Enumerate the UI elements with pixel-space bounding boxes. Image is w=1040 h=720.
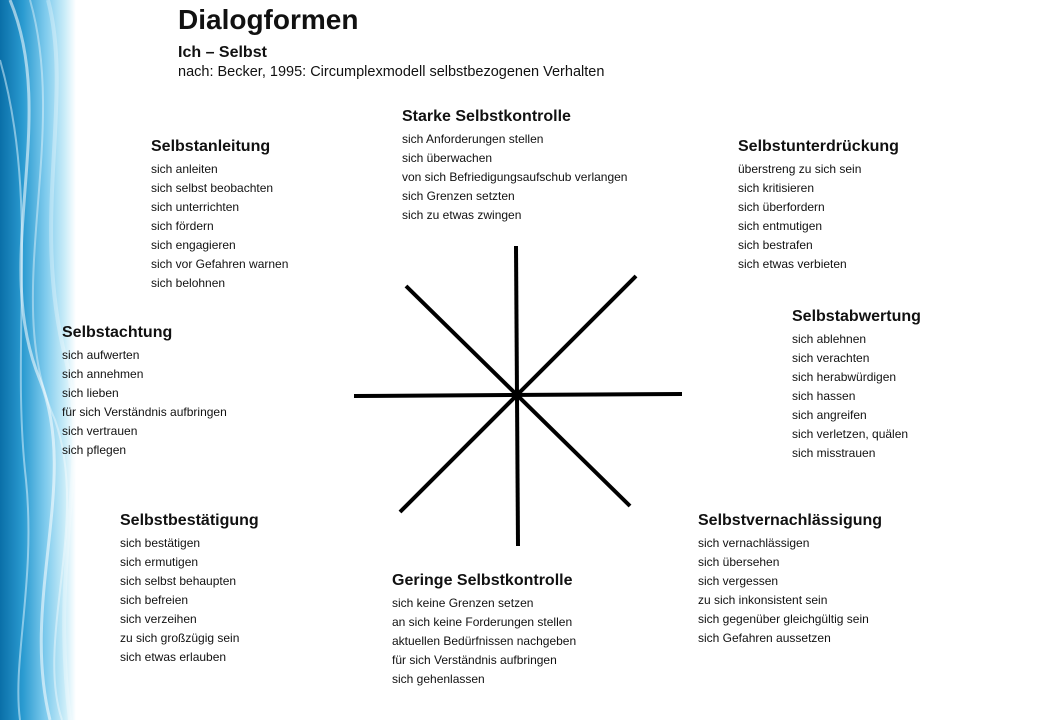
list-item: sich ablehnen xyxy=(792,332,867,346)
block-selbstabwertung xyxy=(792,308,921,463)
list-item: sich fördern xyxy=(151,219,214,233)
list-item: sich bestrafen xyxy=(738,238,813,252)
list-item: sich etwas verbieten xyxy=(738,257,847,271)
behavior-list xyxy=(738,160,899,274)
list-item: sich belohnen xyxy=(151,276,226,290)
list-item: sich befreien xyxy=(120,593,189,607)
list-item: von sich Befriedigungsaufschub verlangen xyxy=(402,170,628,184)
list-item: sich gehenlassen xyxy=(392,672,485,686)
list-item: sich vertrauen xyxy=(62,424,138,438)
list-item: zu sich inkonsistent sein xyxy=(698,593,828,607)
block-heading: Selbstbestätigung xyxy=(120,512,259,529)
list-item: an sich keine Forderungen stellen xyxy=(392,615,573,629)
list-item: sich aufwerten xyxy=(62,348,140,362)
list-item: sich misstrauen xyxy=(792,446,876,460)
block-heading: Selbstvernachlässigung xyxy=(698,512,883,529)
page-subtitle: Ich – Selbst xyxy=(178,44,267,61)
block-geringe-selbstkontrolle xyxy=(392,572,576,689)
list-item: sich pflegen xyxy=(62,443,127,457)
list-item: sich Gefahren aussetzen xyxy=(698,631,831,645)
list-item: für sich Verständnis aufbringen xyxy=(62,405,227,419)
list-item: sich übersehen xyxy=(698,555,780,569)
source-citation: nach: Becker, 1995: Circumplexmodell selbstbezogenen Verhalten xyxy=(178,64,605,80)
block-heading: Selbstachtung xyxy=(62,324,173,341)
block-heading: Selbstanleitung xyxy=(151,138,271,155)
list-item: sich vor Gefahren warnen xyxy=(151,257,289,271)
list-item: sich hassen xyxy=(792,389,856,403)
block-starke-selbstkontrolle xyxy=(402,108,627,225)
block-selbstanleitung xyxy=(151,138,288,293)
list-item: sich ermutigen xyxy=(120,555,199,569)
list-item: sich selbst behaupten xyxy=(120,574,237,588)
block-selbstunterdrueckung xyxy=(738,138,899,274)
list-item: sich bestätigen xyxy=(120,536,201,550)
list-item: aktuellen Bedürfnissen nachgeben xyxy=(392,634,577,648)
list-item: sich anleiten xyxy=(151,162,218,176)
behavior-list xyxy=(698,534,882,648)
list-item: für sich Verständnis aufbringen xyxy=(392,653,557,667)
behavior-list xyxy=(402,130,627,225)
list-item: sich verachten xyxy=(792,351,870,365)
list-item: sich angreifen xyxy=(792,408,867,422)
list-item: sich herabwürdigen xyxy=(792,370,897,384)
list-item: sich gegenüber gleichgültig sein xyxy=(698,612,869,626)
block-heading: Selbstunterdrückung xyxy=(738,138,899,155)
list-item: sich engagieren xyxy=(151,238,236,252)
list-item: sich überfordern xyxy=(738,200,825,214)
list-item: sich etwas erlauben xyxy=(120,650,227,664)
block-selbstbestaetigung xyxy=(120,512,259,667)
block-heading: Geringe Selbstkontrolle xyxy=(392,572,573,589)
list-item: sich entmutigen xyxy=(738,219,823,233)
list-item: sich zu etwas zwingen xyxy=(402,208,522,222)
behavior-list xyxy=(792,330,921,463)
behavior-list xyxy=(120,534,259,667)
list-item: sich keine Grenzen setzen xyxy=(392,596,534,610)
list-item: sich vergessen xyxy=(698,574,779,588)
behavior-list xyxy=(151,160,288,293)
block-selbstvernachlaessigung xyxy=(698,512,882,648)
list-item: sich annehmen xyxy=(62,367,144,381)
block-selbstachtung xyxy=(62,324,227,460)
list-item: sich Grenzen setzten xyxy=(402,189,515,203)
page-title: Dialogformen xyxy=(178,4,359,35)
block-heading: Selbstabwertung xyxy=(792,308,921,325)
list-item: sich vernachlässigen xyxy=(698,536,810,550)
list-item: überstreng zu sich sein xyxy=(738,162,862,176)
list-item: sich verletzen, quälen xyxy=(792,427,909,441)
list-item: sich verzeihen xyxy=(120,612,197,626)
list-item: sich kritisieren xyxy=(738,181,815,195)
list-item: sich lieben xyxy=(62,386,119,400)
list-item: sich unterrichten xyxy=(151,200,240,214)
behavior-list xyxy=(62,346,227,460)
list-item: sich selbst beobachten xyxy=(151,181,274,195)
block-heading: Starke Selbstkontrolle xyxy=(402,108,571,125)
behavior-list xyxy=(392,594,576,689)
list-item: sich Anforderungen stellen xyxy=(402,132,544,146)
list-item: sich überwachen xyxy=(402,151,493,165)
list-item: zu sich großzügig sein xyxy=(120,631,240,645)
